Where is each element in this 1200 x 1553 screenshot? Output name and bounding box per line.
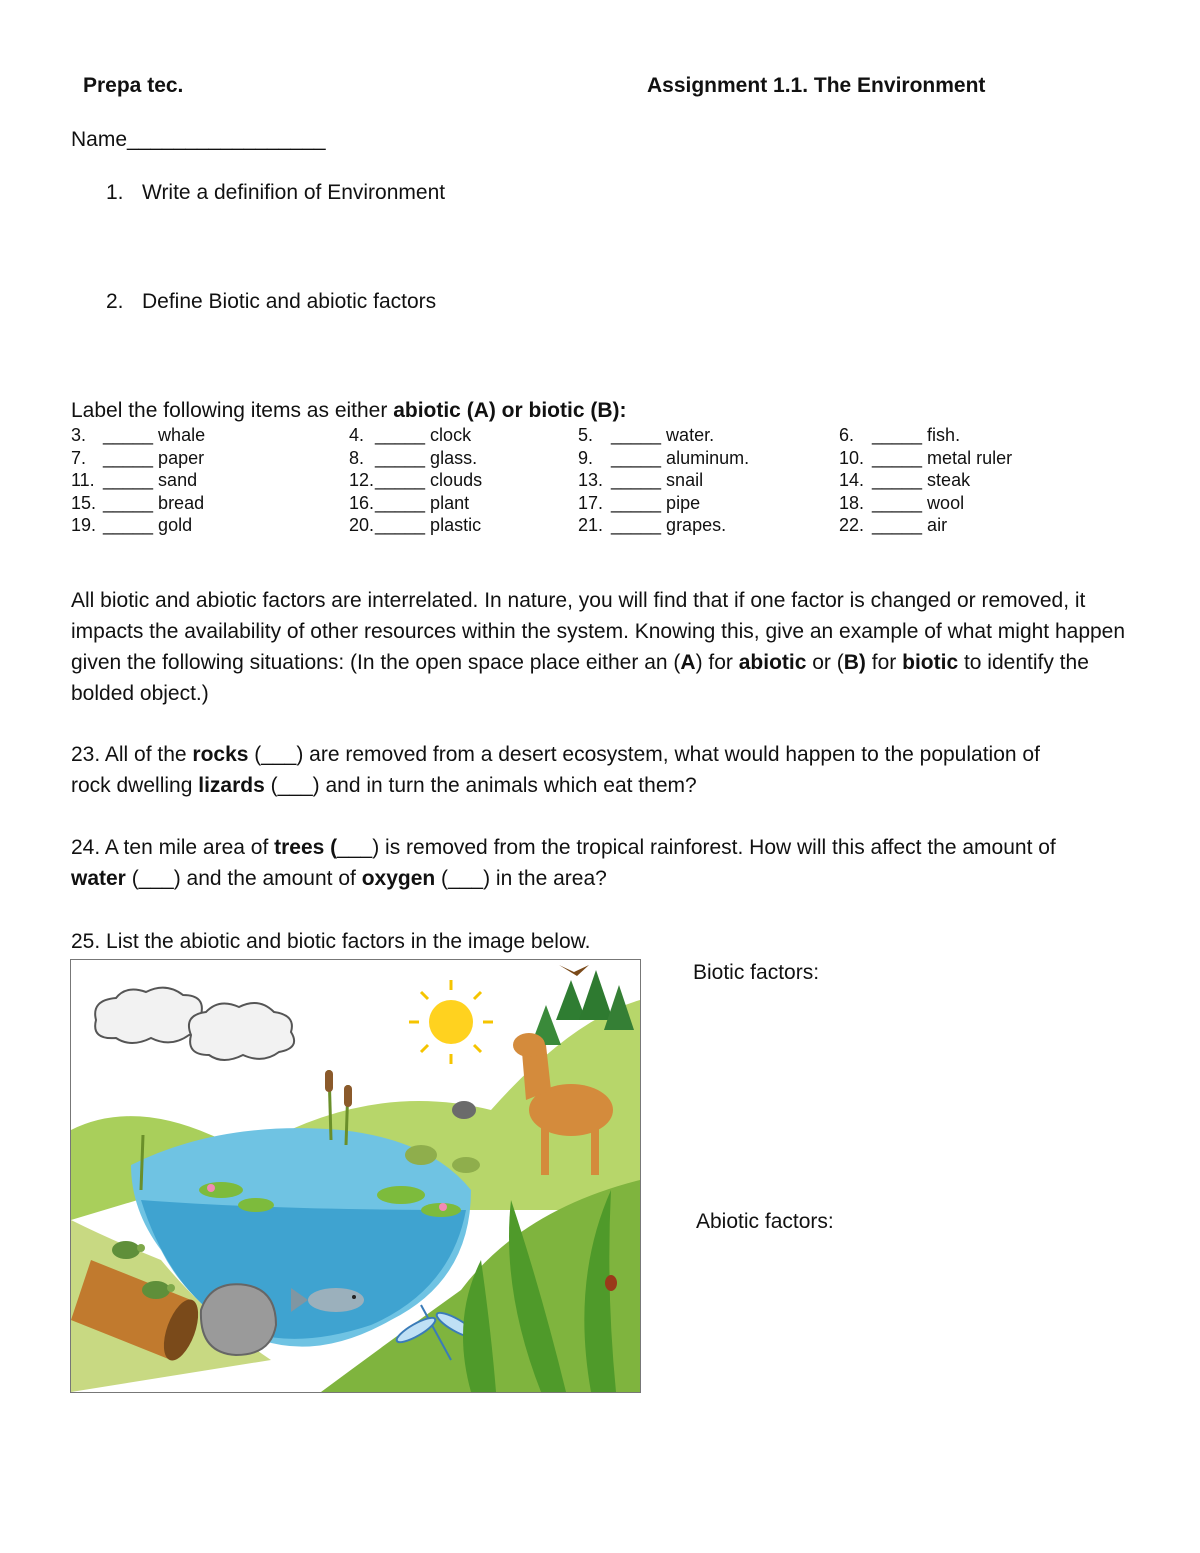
- item-number: 14.: [839, 470, 865, 490]
- label-row: [71, 425, 1131, 448]
- item-number: 22.: [839, 515, 865, 535]
- item-blank[interactable]: _____ paper: [103, 448, 205, 468]
- item-number: 8.: [349, 448, 365, 468]
- item-blank[interactable]: _____ steak: [872, 470, 971, 490]
- item-number: 7.: [71, 448, 87, 468]
- item-number: 3.: [71, 425, 87, 445]
- item-number: 20.: [349, 515, 375, 535]
- item-blank[interactable]: _____ metal ruler: [872, 448, 1013, 468]
- item-number: 11.: [71, 470, 95, 490]
- item-number: 17.: [578, 493, 604, 513]
- item-number: 12.: [349, 470, 375, 490]
- item-blank[interactable]: _____ clouds: [375, 470, 483, 490]
- item-blank[interactable]: _____ air: [872, 515, 948, 535]
- label-instructions: Label the following items as either abiotic (A) or biotic (B):: [71, 399, 627, 422]
- item-blank[interactable]: _____ aluminum.: [611, 448, 750, 468]
- item-number: 16.: [349, 493, 375, 513]
- item-number: 5.: [578, 425, 594, 445]
- item-blank[interactable]: _____ plant: [375, 493, 470, 513]
- item-blank[interactable]: _____ plastic: [375, 515, 482, 535]
- question-24: 24. A ten mile area of trees (___) is removed from the tropical rainforest. How will this affect the amount of water (___) and the amount of oxygen (___) in the area?: [71, 836, 1056, 890]
- item-blank[interactable]: _____ pipe: [611, 493, 701, 513]
- label-row: [71, 515, 1131, 538]
- name-field[interactable]: Name_________________: [71, 128, 326, 151]
- item-number: 6.: [839, 425, 855, 445]
- abiotic-factors-label: Abiotic factors:: [696, 1210, 834, 1233]
- beetle-icon: [605, 1275, 617, 1291]
- item-blank[interactable]: _____ glass.: [375, 448, 478, 468]
- item-blank[interactable]: _____ snail: [611, 470, 704, 490]
- question-23: 23. All of the rocks (___) are removed from a desert ecosystem, what would happen to the population of rock dwelling lizards (___) and in turn the animals which eat them?: [71, 743, 1040, 797]
- question-25: 25. List the abiotic and biotic factors in the image below.: [71, 930, 591, 953]
- item-blank[interactable]: _____ fish.: [872, 425, 961, 445]
- item-number: 19.: [71, 515, 97, 535]
- item-blank[interactable]: _____ clock: [375, 425, 472, 445]
- item-blank[interactable]: _____ bread: [103, 493, 205, 513]
- ecosystem-illustration: [70, 959, 641, 1393]
- label-row: [71, 448, 1131, 471]
- item-blank[interactable]: _____ water.: [611, 425, 715, 445]
- item-number: 4.: [349, 425, 365, 445]
- item-blank[interactable]: _____ sand: [103, 470, 198, 490]
- assignment-title: Assignment 1.1. The Environment: [647, 74, 986, 97]
- item-blank[interactable]: _____ whale: [103, 425, 206, 445]
- item-blank[interactable]: _____ gold: [103, 515, 193, 535]
- raccoon-icon: [452, 1101, 476, 1119]
- item-number: 21.: [578, 515, 604, 535]
- item-number: 13.: [578, 470, 604, 490]
- item-blank[interactable]: _____ wool: [872, 493, 965, 513]
- item-number: 9.: [578, 448, 594, 468]
- label-row: [71, 470, 1131, 493]
- question-1-text: Write a definifion of Environment: [142, 181, 446, 204]
- lily-flower-icon: [207, 1184, 215, 1192]
- item-number: 10.: [839, 448, 865, 468]
- lily-flower-icon: [439, 1203, 447, 1211]
- school-name: Prepa tec.: [83, 74, 184, 97]
- question-1-number: 1.: [106, 181, 124, 204]
- biotic-factors-label: Biotic factors:: [693, 961, 820, 984]
- label-row: [71, 493, 1131, 516]
- rock-icon: [201, 1284, 276, 1355]
- item-number: 18.: [839, 493, 865, 513]
- question-2-text: Define Biotic and abiotic factors: [142, 290, 437, 313]
- item-number: 15.: [71, 493, 97, 513]
- question-2-number: 2.: [106, 290, 124, 313]
- item-blank[interactable]: _____ grapes.: [611, 515, 727, 535]
- interrelation-paragraph: All biotic and abiotic factors are interrelated. In nature, you will find that if one factor is changed or removed, it impacts the availability of other resources within the system. Knowing this, give an example of what might happen given the following situations: (In the open space place either an (A) for abiotic or (B) for biotic to identify the bolded object.): [71, 589, 1126, 705]
